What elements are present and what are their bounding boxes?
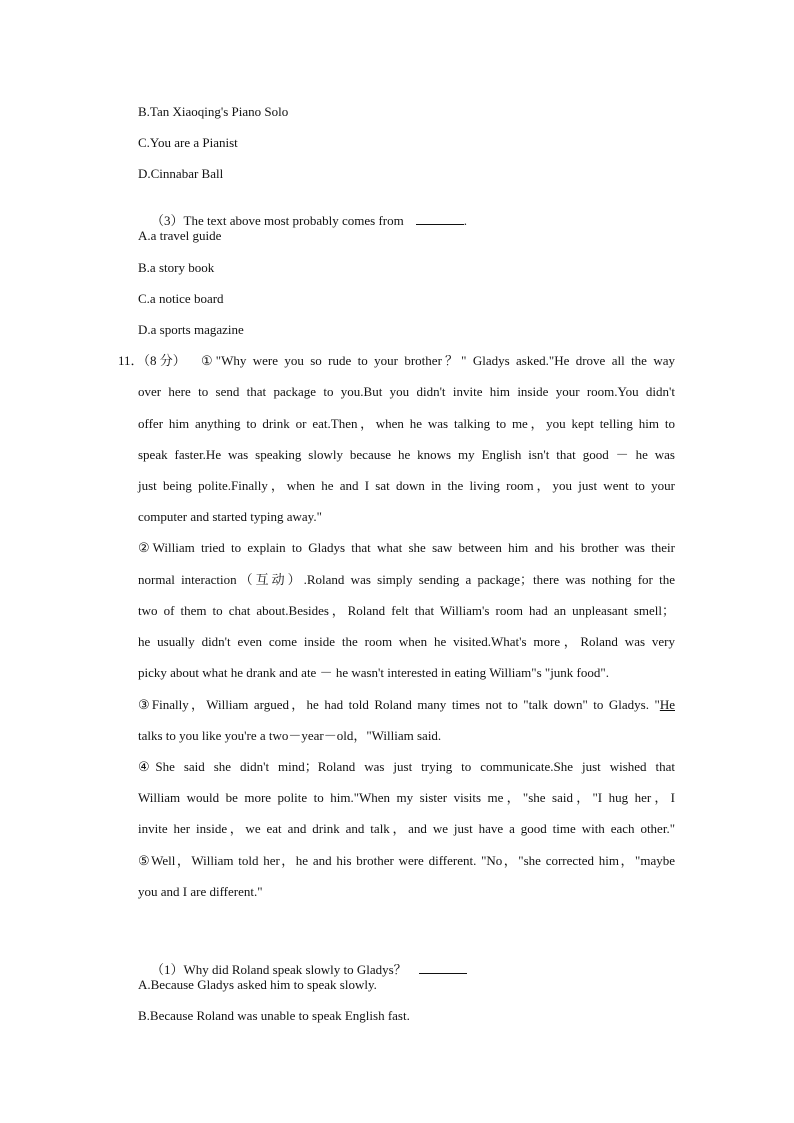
passage-p4-line: invite her inside，we eat and drink and talk，and we just have a good time with each other." bbox=[138, 821, 675, 836]
passage-p5-line: you and I are different." bbox=[138, 884, 263, 899]
passage-p2-line: ②William tried to explain to Gladys that what she saw between him and his brother was their bbox=[138, 540, 675, 555]
passage-p2-line: he usually didn't even come inside the room when he visited.What's more，Roland was very bbox=[138, 634, 675, 649]
passage-p4-line: ④She said she didn't mind；Roland was just trying to communicate.She just wished that bbox=[138, 759, 675, 774]
passage-p5-line: ⑤Well，William told her，he and his brother were different. "No，"she corrected him，"maybe bbox=[138, 853, 675, 868]
option-a-reason: A.Because Gladys asked him to speak slowly. bbox=[138, 977, 377, 992]
passage-p3-text: ③Finally，William argued，he had told Roland many times not to "talk down" to Gladys. " bbox=[138, 697, 660, 712]
option-b-title: B.Tan Xiaoqing's Piano Solo bbox=[138, 104, 289, 119]
passage-p3-line: talks to you like you're a two－year－old，"William said. bbox=[138, 728, 442, 743]
option-d-source: D.a sports magazine bbox=[138, 322, 244, 337]
passage-p2-line: picky about what he drank and ate － he wasn't interested in eating William"s "junk food". bbox=[138, 665, 609, 680]
option-b-source: B.a story book bbox=[138, 260, 215, 275]
passage-p2-line: two of them to chat about.Besides，Roland felt that William's room had an unpleasant smell； bbox=[138, 603, 675, 618]
option-a-source: A.a travel guide bbox=[138, 228, 222, 243]
option-d-title: D.Cinnabar Ball bbox=[138, 166, 224, 181]
passage-p4-line: William would be more polite to him."When my sister visits me，"she said，"I hug her，I bbox=[138, 790, 675, 805]
sub-question-3-end: . bbox=[463, 213, 467, 228]
passage-p1-line: speak faster.He was speaking slowly because he knows my English isn't that good － he was bbox=[138, 447, 675, 462]
passage-p2-line: normal interaction（互动）.Roland was simply sending a package；there was nothing for the bbox=[138, 572, 675, 587]
passage-p1-line: over here to send that package to you.But you didn't invite him inside your room.You didn't bbox=[138, 384, 675, 399]
sub-question-3-stem: （3）The text above most probably comes from bbox=[151, 213, 404, 228]
passage-p1-line: just being polite.Finally，when he and I sat down in the living room，you just went to your bbox=[138, 478, 675, 493]
question-11-number: 11．（8 分） bbox=[118, 353, 186, 368]
passage-p1-line: ①"Why were you so rude to your brother？" Gladys asked."He drove all the way bbox=[201, 353, 675, 368]
answer-blank bbox=[416, 213, 464, 225]
option-c-title: C.You are a Pianist bbox=[138, 135, 238, 150]
underlined-he: He bbox=[659, 697, 675, 712]
passage-p1-line: computer and started typing away." bbox=[138, 509, 322, 524]
option-b-reason: B.Because Roland was unable to speak English fast. bbox=[138, 1008, 410, 1023]
sub-question-1-stem: （1）Why did Roland speak slowly to Gladys？ bbox=[151, 962, 407, 977]
passage-p3-line bbox=[138, 697, 675, 713]
answer-blank bbox=[419, 962, 467, 974]
passage-p1-line: offer him anything to drink or eat.Then，when he was talking to me，you kept telling him to bbox=[138, 416, 675, 431]
option-c-source: C.a notice board bbox=[138, 291, 224, 306]
